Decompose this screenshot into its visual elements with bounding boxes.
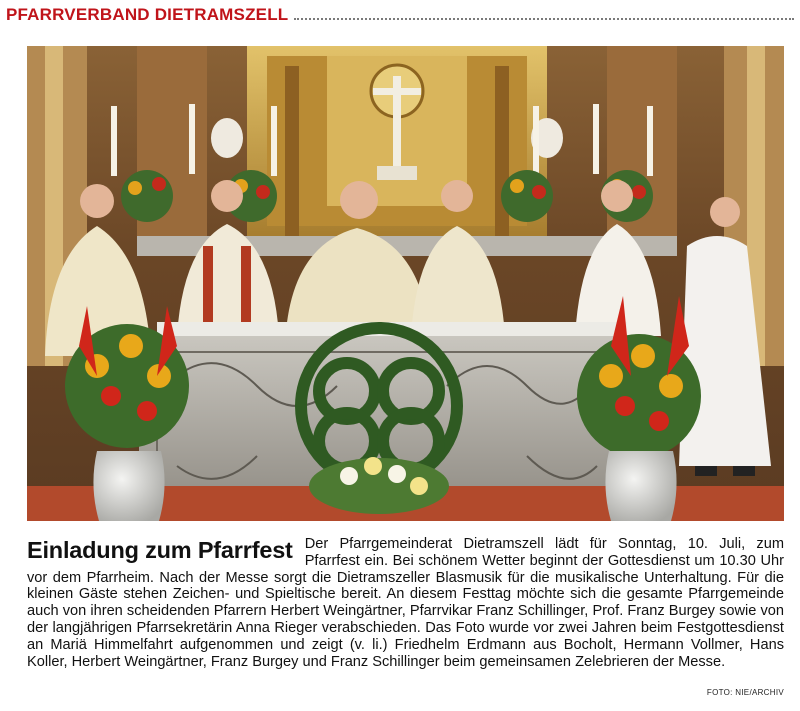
section-header — [6, 4, 794, 26]
article-body: Der Pfarrgemeinderat Dietramszell lädt für Sonntag, 10. Juli, zum Pfarrfest ein. Bei schönem Wetter beginnt der Gottesdienst um 10.30 Uhr vor dem Pfarrheim. Nach der Messe sorgt die Dietramszeller Blasmusik für die musikalische Unterhaltung. Für die kleinen Gäste stehen Zeichen- und Spieltische bereit. An diesem Festtag möchte sich die gesamte Pfarrgemeinde auch von ihren scheidenden Pfarrern Herbert Weingärtner, Pfarrvikar Franz Schillinger, Prof. Franz Burgey sowie von der langjährigen Pfarrsekretärin Anna Rieger verabschieden. Das Foto wurde vor zwei Jahren beim Festgottesdienst an Mariä Himmelfahrt aufgenommen und zeigt (v. li.) Friedhelm Erdmann aus Bocholt, Hermann Vollmer, Hans Koller, Herbert Weingärtner, Franz Burgey und Franz Schillinger beim gemeinsamen Zelebrieren der Messe. — [27, 536, 784, 670]
dotted-divider — [294, 18, 794, 20]
section-title: PFARRVERBAND DIETRAMSZELL — [6, 5, 289, 24]
article-headline: Einladung zum Pfarrfest — [27, 537, 293, 563]
photo-credit: FOTO: NIE/ARCHIV — [706, 688, 784, 698]
article-photo — [27, 46, 784, 521]
article — [27, 536, 784, 706]
